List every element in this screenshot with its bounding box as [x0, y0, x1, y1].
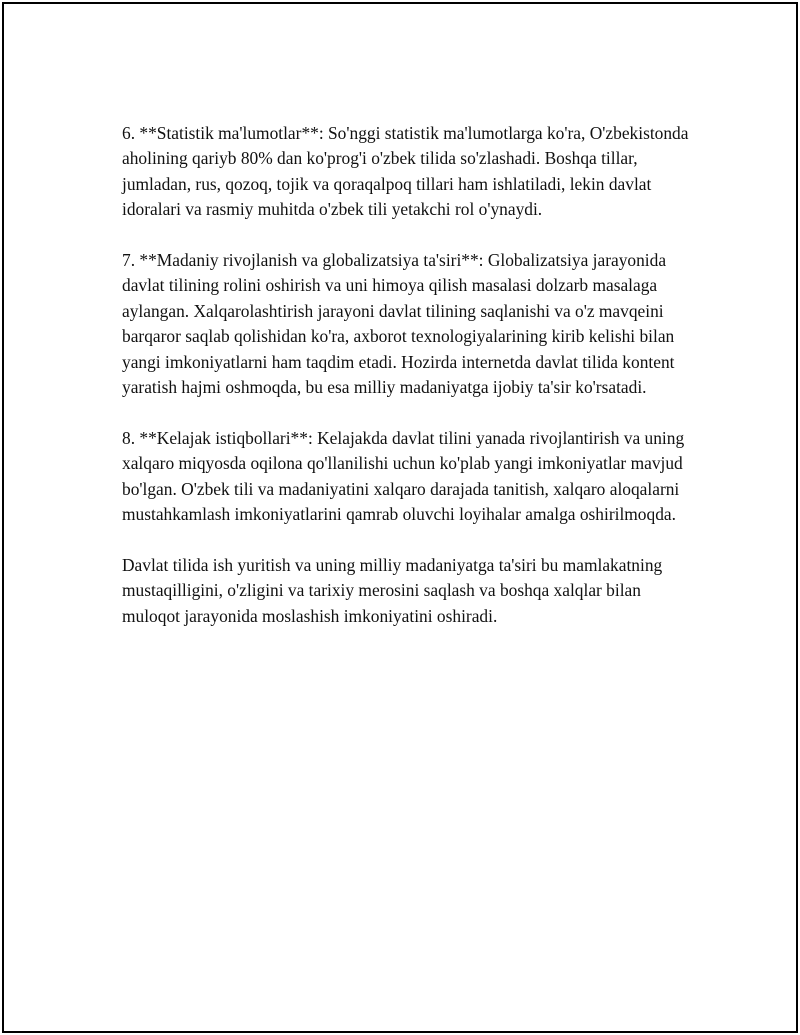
document-body [122, 121, 702, 654]
page-frame [2, 2, 798, 1033]
paragraph-cultural-development: 7. **Madaniy rivojlanish va globalizatsiya ta'siri**: Globalizatsiya jarayonida davlat tilining rolini oshirish va uni himoya qilish masalasi dolzarb masalaga aylangan. Xalqarolashtirish jarayoni davlat tilining saqlanishi va o'z mavqeini barqaror saqlab qolishidan ko'ra, axborot texnologiyalarining kirib kelishi bilan yangi imkoniyatlarni ham taqdim etadi. Hozirda internetda davlat tilida kontent yaratish hajmi oshmoqda, bu esa milliy madaniyatga ijobiy ta'sir ko'rsatadi. [122, 250, 675, 398]
paragraph-statistics: 6. **Statistik ma'lumotlar**: So'nggi statistik ma'lumotlarga ko'ra, O'zbekistonda aholining qariyb 80% dan ko'prog'i o'zbek tilida so'zlashadi. Boshqa tillar, jumladan, rus, qozoq, tojik va qoraqalpoq tillari ham ishlatiladi, lekin davlat idoralari va rasmiy muhitda o'zbek tili yetakchi rol o'ynaydi. [122, 123, 689, 220]
paragraph-conclusion: Davlat tilida ish yuritish va uning milliy madaniyatga ta'siri bu mamlakatning mustaqilligini, o'zligini va tarixiy merosini saqlash va boshqa xalqlar bilan muloqot jarayonida moslashish imkoniyatini oshiradi. [122, 554, 663, 626]
paragraph-future-prospects: 8. **Kelajak istiqbollari**: Kelajakda davlat tilini yanada rivojlantirish va uning xalqaro miqyosda oqilona qo'llanilishi uchun ko'plab yangi imkoniyatlar mavjud bo'lgan. O'zbek tili va madaniyatini xalqaro darajada tanitish, xalqaro aloqalarni mustahkamlash imkoniyatlarini qamrab oluvchi loyihalar amalga oshirilmoqda. [122, 427, 685, 525]
